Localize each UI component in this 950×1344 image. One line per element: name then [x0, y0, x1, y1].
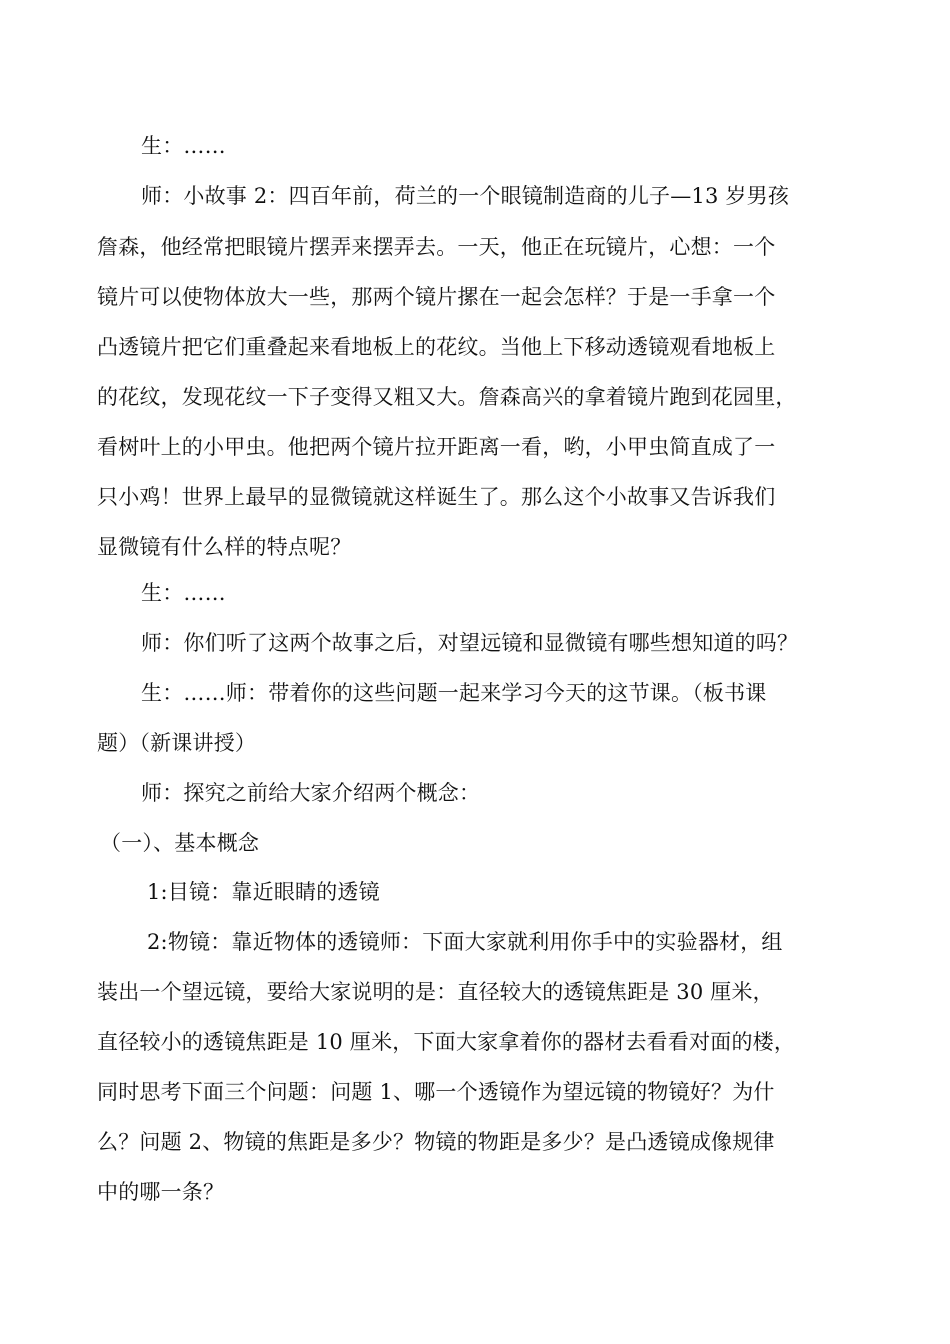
text-line: 凸透镜片把它们重叠起来看地板上的花纹。当他上下移动透镜观看地板上 [97, 335, 776, 359]
text-line: 1:目镜：靠近眼睛的透镜 [147, 880, 380, 904]
text-line: 镜片可以使物体放大一些，那两个镜片摞在一起会怎样？于是一手拿一个 [97, 285, 776, 309]
text-line: 同时思考下面三个问题：问题 1、哪一个透镜作为望远镜的物镜好？为什 [97, 1080, 775, 1104]
text-line: 显微镜有什么样的特点呢？ [97, 535, 352, 559]
text-line: 詹森，他经常把眼镜片摆弄来摆弄去。一天，他正在玩镜片，心想：一个 [97, 235, 776, 259]
text-line: 2:物镜：靠近物体的透镜师：下面大家就利用你手中的实验器材，组 [147, 930, 783, 954]
text-line: 中的哪一条？ [97, 1180, 225, 1204]
text-line: 的花纹，发现花纹一下子变得又粗又大。詹森高兴的拿着镜片跑到花园里， [97, 385, 797, 409]
text-line: 么？问题 2、物镜的焦距是多少？物镜的物距是多少？是凸透镜成像规律 [97, 1130, 775, 1154]
text-line: 生：……师：带着你的这些问题一起来学习今天的这节课。（板书课 [141, 681, 767, 705]
text-line: 只小鸡！世界上最早的显微镜就这样诞生了。那么这个小故事又告诉我们 [97, 485, 776, 509]
text-line: 师：你们听了这两个故事之后，对望远镜和显微镜有哪些想知道的吗？ [141, 631, 799, 655]
text-line: 题）（新课讲授） [97, 731, 257, 755]
text-line: 生：…… [141, 134, 226, 158]
text-line: 装出一个望远镜，要给大家说明的是：直径较大的透镜焦距是 30 厘米， [97, 980, 774, 1004]
text-line: 师：探究之前给大家介绍两个概念： [141, 781, 481, 805]
text-line: 看树叶上的小甲虫。他把两个镜片拉开距离一看，哟，小甲虫简直成了一 [97, 435, 776, 459]
text-line: 直径较小的透镜焦距是 10 厘米，下面大家拿着你的器材去看看对面的楼， [97, 1030, 796, 1054]
text-line: 生：…… [141, 581, 226, 605]
section-heading: （一）、基本概念 [100, 831, 260, 855]
text-line: 师：小故事 2：四百年前，荷兰的一个眼镜制造商的儿子—13 岁男孩 [141, 184, 790, 208]
